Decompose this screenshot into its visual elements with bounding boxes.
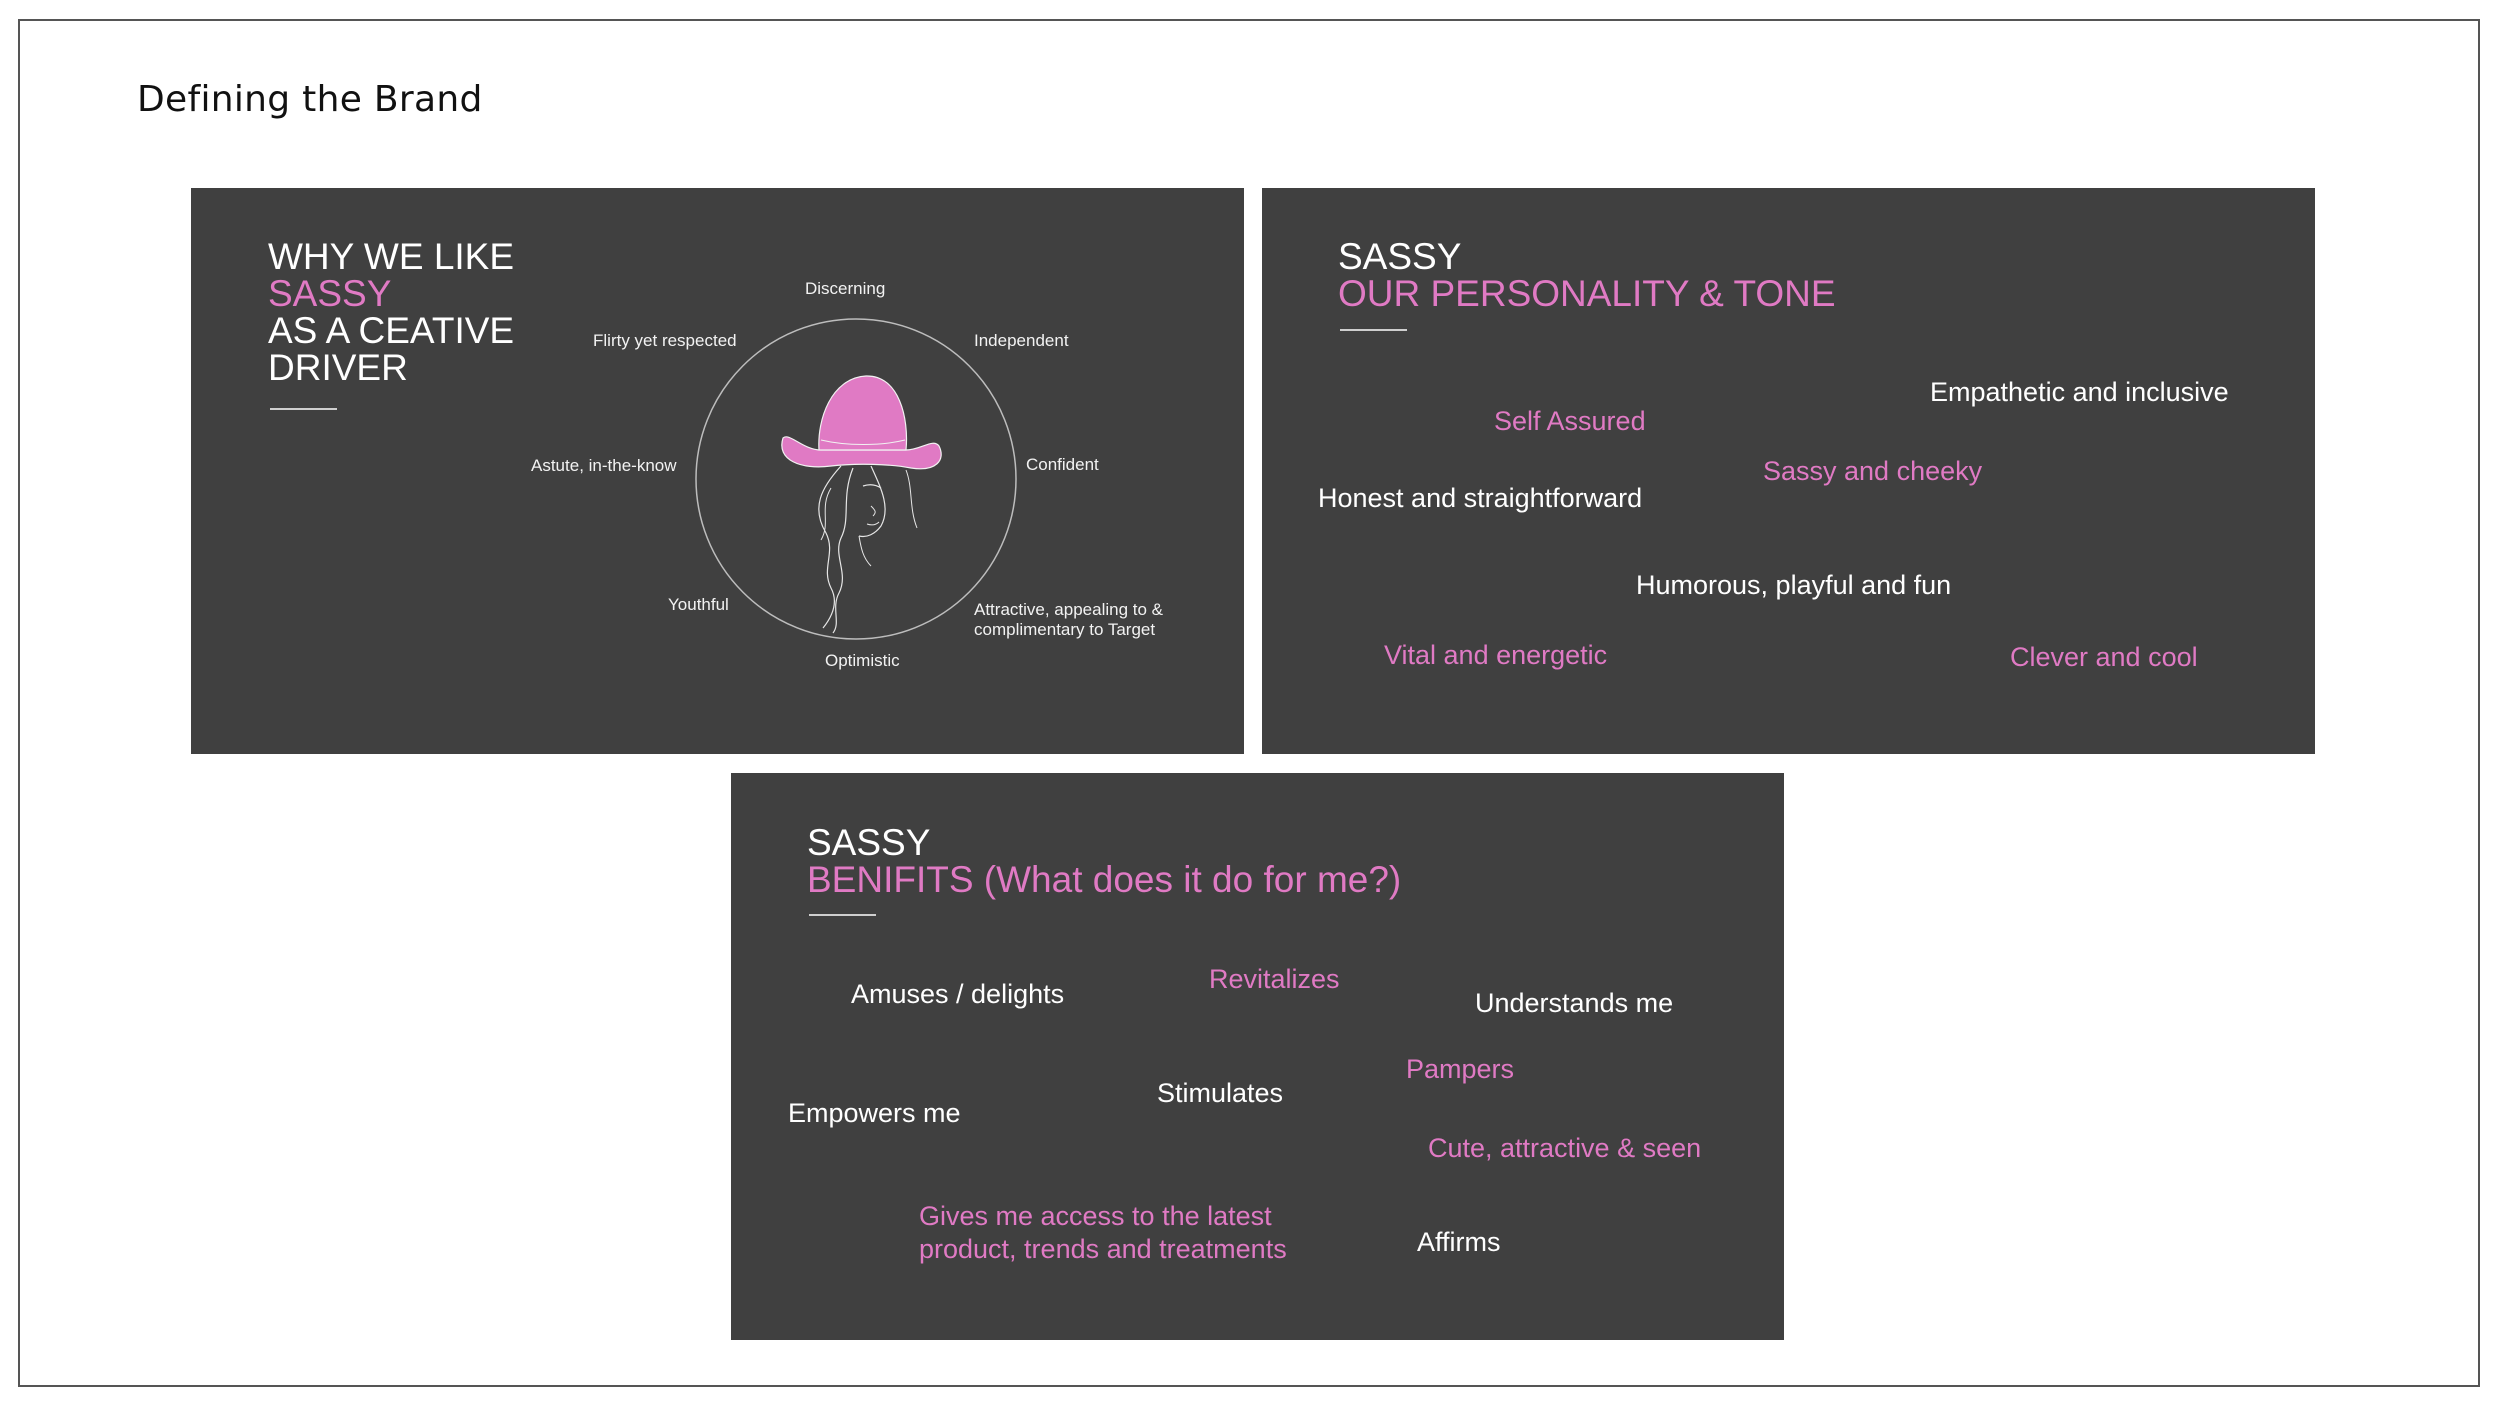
word-pampers: Pampers <box>1406 1054 1515 1084</box>
word-humorous: Humorous, playful and fun <box>1636 570 1952 600</box>
trait-discerning: Discerning <box>805 279 886 298</box>
trait-independent: Independent <box>974 331 1069 350</box>
trait-confident: Confident <box>1026 455 1099 474</box>
panel-benefits <box>731 773 1784 1340</box>
heading-underline <box>809 914 876 916</box>
trait-optimistic: Optimistic <box>825 651 900 670</box>
heading-line-4: DRIVER <box>268 347 408 388</box>
word-gives-line-2: product, trends and treatments <box>919 1234 1287 1264</box>
panel-personality-tone <box>1262 188 2315 754</box>
trait-flirty: Flirty yet respected <box>593 331 737 350</box>
trait-attractive-line-2: complimentary to Target <box>974 620 1156 639</box>
page-title: Defining the Brand <box>137 79 483 120</box>
trait-attractive-line-1: Attractive, appealing to & <box>974 600 1164 619</box>
word-understands: Understands me <box>1475 988 1674 1018</box>
word-gives-line-1: Gives me access to the latest <box>919 1201 1272 1231</box>
word-stimulates: Stimulates <box>1157 1078 1284 1108</box>
word-affirms: Affirms <box>1417 1227 1501 1257</box>
word-vital: Vital and energetic <box>1384 640 1608 670</box>
heading-line-2: OUR PERSONALITY & TONE <box>1338 273 1836 314</box>
word-empowers: Empowers me <box>788 1098 961 1128</box>
heading-line-1: SASSY <box>807 822 931 863</box>
heading-underline <box>1340 329 1407 331</box>
heading-line-2: BENIFITS (What does it do for me?) <box>807 859 1402 900</box>
word-honest: Honest and straightforward <box>1318 483 1643 513</box>
word-clever: Clever and cool <box>2010 642 2198 672</box>
word-sassy-cheeky: Sassy and cheeky <box>1763 456 1983 486</box>
heading-line-1: WHY WE LIKE <box>268 236 515 277</box>
heading-line-1: SASSY <box>1338 236 1462 277</box>
trait-astute: Astute, in-the-know <box>531 456 677 475</box>
word-cute: Cute, attractive & seen <box>1428 1133 1702 1163</box>
woman-in-hat-icon <box>782 376 941 633</box>
heading-line-2: SASSY <box>268 273 392 314</box>
word-amuses: Amuses / delights <box>851 979 1065 1009</box>
panel-creative-driver <box>191 188 1244 754</box>
word-self-assured: Self Assured <box>1494 406 1646 436</box>
word-revitalizes: Revitalizes <box>1209 964 1340 994</box>
trait-circle <box>696 319 1016 639</box>
word-empathetic: Empathetic and inclusive <box>1930 377 2229 407</box>
trait-youthful: Youthful <box>668 595 729 614</box>
heading-line-3: AS A CEATIVE <box>268 310 515 351</box>
